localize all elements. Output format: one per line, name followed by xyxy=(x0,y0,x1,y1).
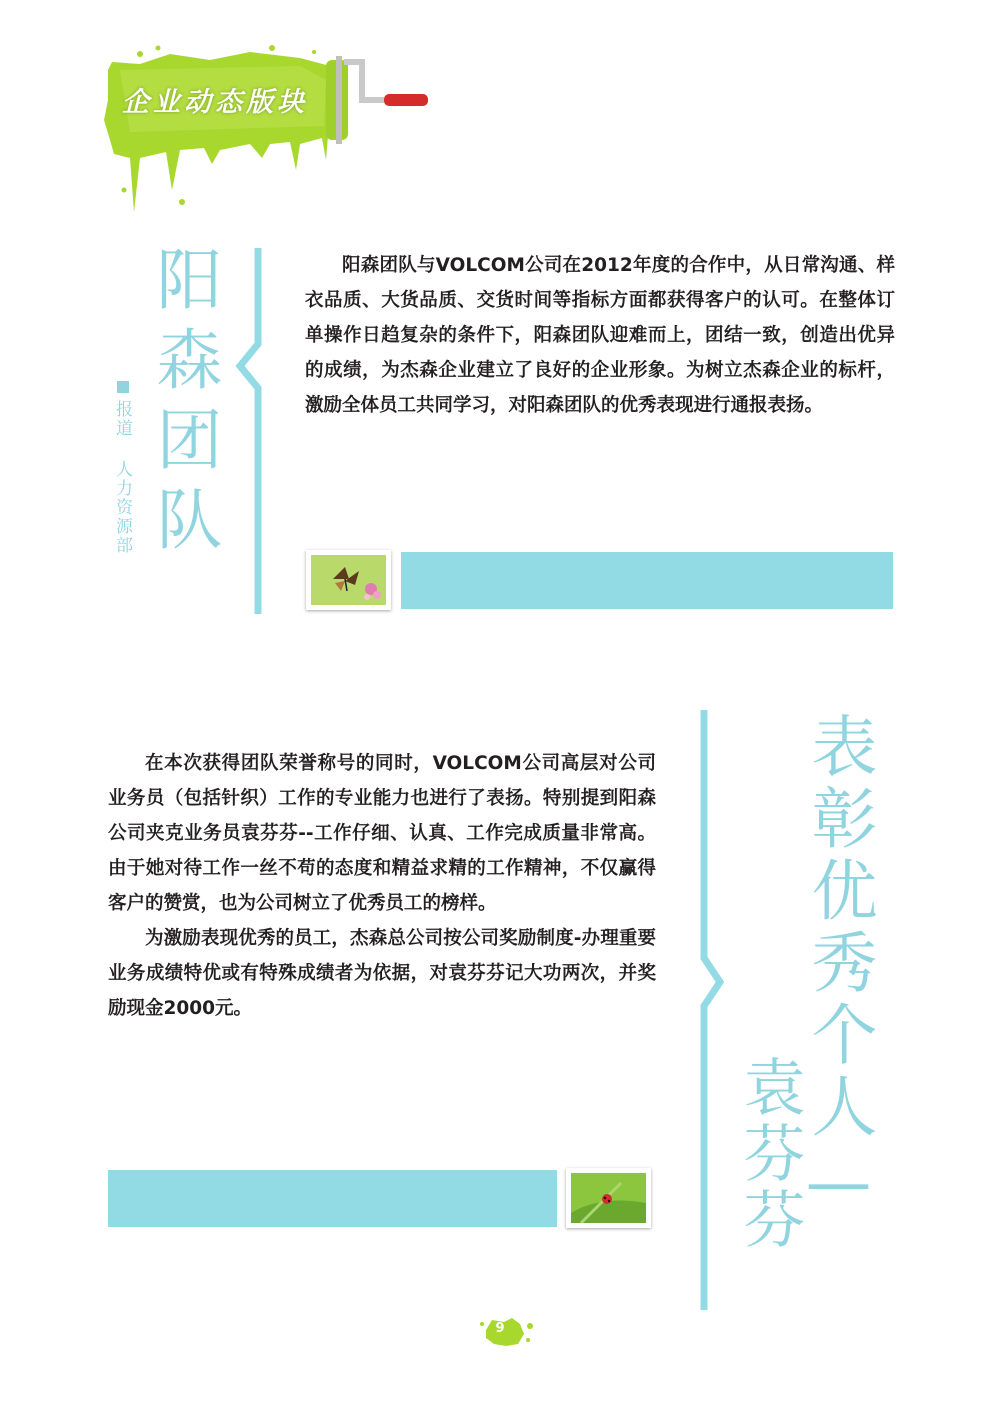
page-number-badge xyxy=(478,1312,538,1352)
byline-marker xyxy=(117,381,129,393)
article2-body xyxy=(108,746,656,1026)
article2-paragraph: 在本次获得团队荣誉称号的同时，VOLCOM公司高层对公司业务员（包括针织）工作的专业能力也进行了表扬。特别提到阳森公司夹克业务员袁芬芬--工作仔细、认真、工作完成质量非常高。由于她对待工作一丝不苟的态度和精益求精的工作精神，不仅赢得客户的赞赏，也为公司树立了优秀员工的榜样。 xyxy=(108,753,656,914)
article2-bar xyxy=(108,1170,557,1227)
article1-paragraph: 阳森团队与VOLCOM公司在2012年度的合作中，从日常沟通、样衣品质、大货品质、交货时间等指标方面都获得客户的认可。在整体订单操作日趋复杂的条件下，阳森团队迎难而上，团结一致，创造出优异的成绩，为杰森企业建立了良好的企业形象。为树立杰森企业的标杆，激励全体员工共同学习，对阳森团队的优秀表现进行通报表扬。 xyxy=(305,255,895,416)
section-banner xyxy=(100,40,440,220)
article2-title: 表彰优秀个人— xyxy=(800,712,877,1227)
article1-byline: 报道 人力资源部 xyxy=(112,400,132,555)
article2-paragraph: 为激励表现优秀的员工，杰森总公司按公司奖励制度-办理重要业务成绩特优或有特殊成绩者为依据，对袁芬芬记大功两次，并奖励现金2000元。 xyxy=(108,928,656,1019)
article1-body xyxy=(305,248,895,423)
ladybug-photo xyxy=(566,1168,651,1228)
honoree-name: 袁芬芬 xyxy=(733,1055,806,1253)
butterfly-photo xyxy=(306,550,391,610)
article1-bracket xyxy=(232,248,272,614)
article2-bracket xyxy=(696,710,736,1310)
article1-title: 阳森团队 xyxy=(145,245,222,565)
section-title: 企业动态版块 xyxy=(122,87,308,118)
article1-bar xyxy=(401,552,893,609)
page-number: 9 xyxy=(495,1321,505,1336)
